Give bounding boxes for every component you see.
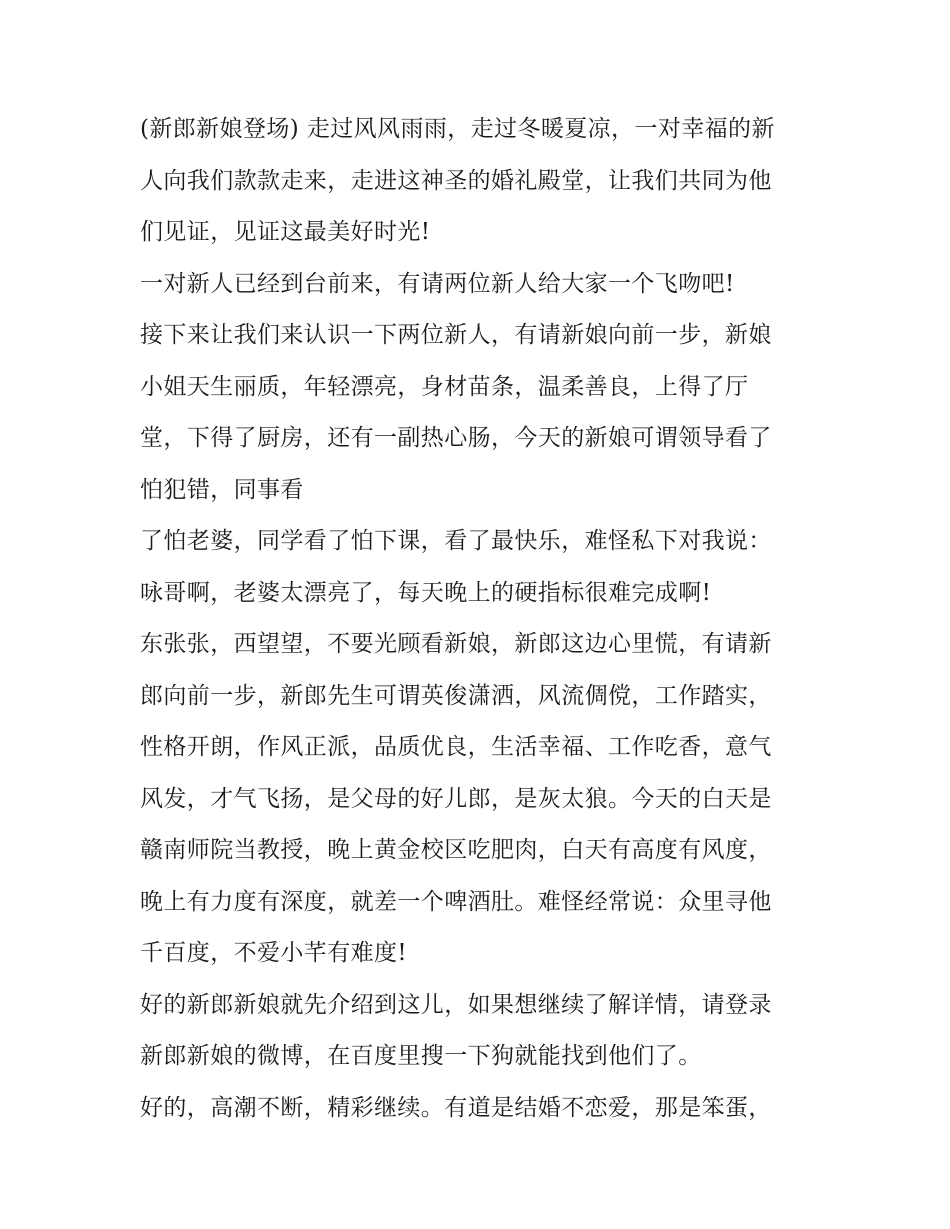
text-line: 咏哥啊，老婆太漂亮了，每天晚上的硬指标很难完成啊! xyxy=(140,579,712,606)
text-line: 性格开朗，作风正派，品质优良，生活幸福、工作吃香，意气 xyxy=(140,734,772,760)
text-line: 们见证，见证这最美好时光! xyxy=(140,219,431,245)
text-line: 风发，才气飞扬，是父母的好儿郎，是灰太狼。今天的白天是 xyxy=(140,785,772,812)
text-line: 千百度，不爱小芊有难度! xyxy=(140,940,408,966)
document-body xyxy=(140,104,816,1134)
text-line: 一对新人已经到台前来，有请两位新人给大家一个飞吻吧! xyxy=(140,270,735,297)
text-line: 小姐天生丽质，年轻漂亮，身材苗条，温柔善良，上得了厅 xyxy=(140,373,749,400)
text-line: 好的，高潮不断，精彩继续。有道是结婚不恋爱，那是笨蛋， xyxy=(140,1094,772,1121)
text-line: 东张张，西望望，不要光顾看新娘，新郎这边心里慌，有请新 xyxy=(140,631,772,657)
text-line: (新郎新娘登场) 走过风风雨雨，走过冬暖夏凉，一对幸福的新 xyxy=(140,116,775,142)
text-line: 赣南师院当教授，晚上黄金校区吃肥肉，白天有高度有风度， xyxy=(140,837,772,863)
text-line: 堂，下得了厨房，还有一副热心肠，今天的新娘可谓领导看了 xyxy=(140,425,772,451)
text-line: 人向我们款款走来，走进这神圣的婚礼殿堂，让我们共同为他 xyxy=(140,167,772,194)
text-line: 新郎新娘的微博，在百度里搜一下狗就能找到他们了。 xyxy=(140,1043,702,1069)
text-line: 郎向前一步，新郎先生可谓英俊潇洒，风流倜傥，工作踏实， xyxy=(140,682,772,709)
text-line: 了怕老婆，同学看了怕下课，看了最快乐，难怪私下对我说： xyxy=(140,528,772,554)
text-line: 晚上有力度有深度，就差一个啤酒肚。难怪经常说：众里寻他 xyxy=(140,888,772,915)
text-line: 好的新郎新娘就先介绍到这儿，如果想继续了解详情，请登录 xyxy=(140,991,772,1018)
text-line: 接下来让我们来认识一下两位新人，有请新娘向前一步，新娘 xyxy=(140,322,772,348)
text-line: 怕犯错，同事看 xyxy=(140,476,304,503)
